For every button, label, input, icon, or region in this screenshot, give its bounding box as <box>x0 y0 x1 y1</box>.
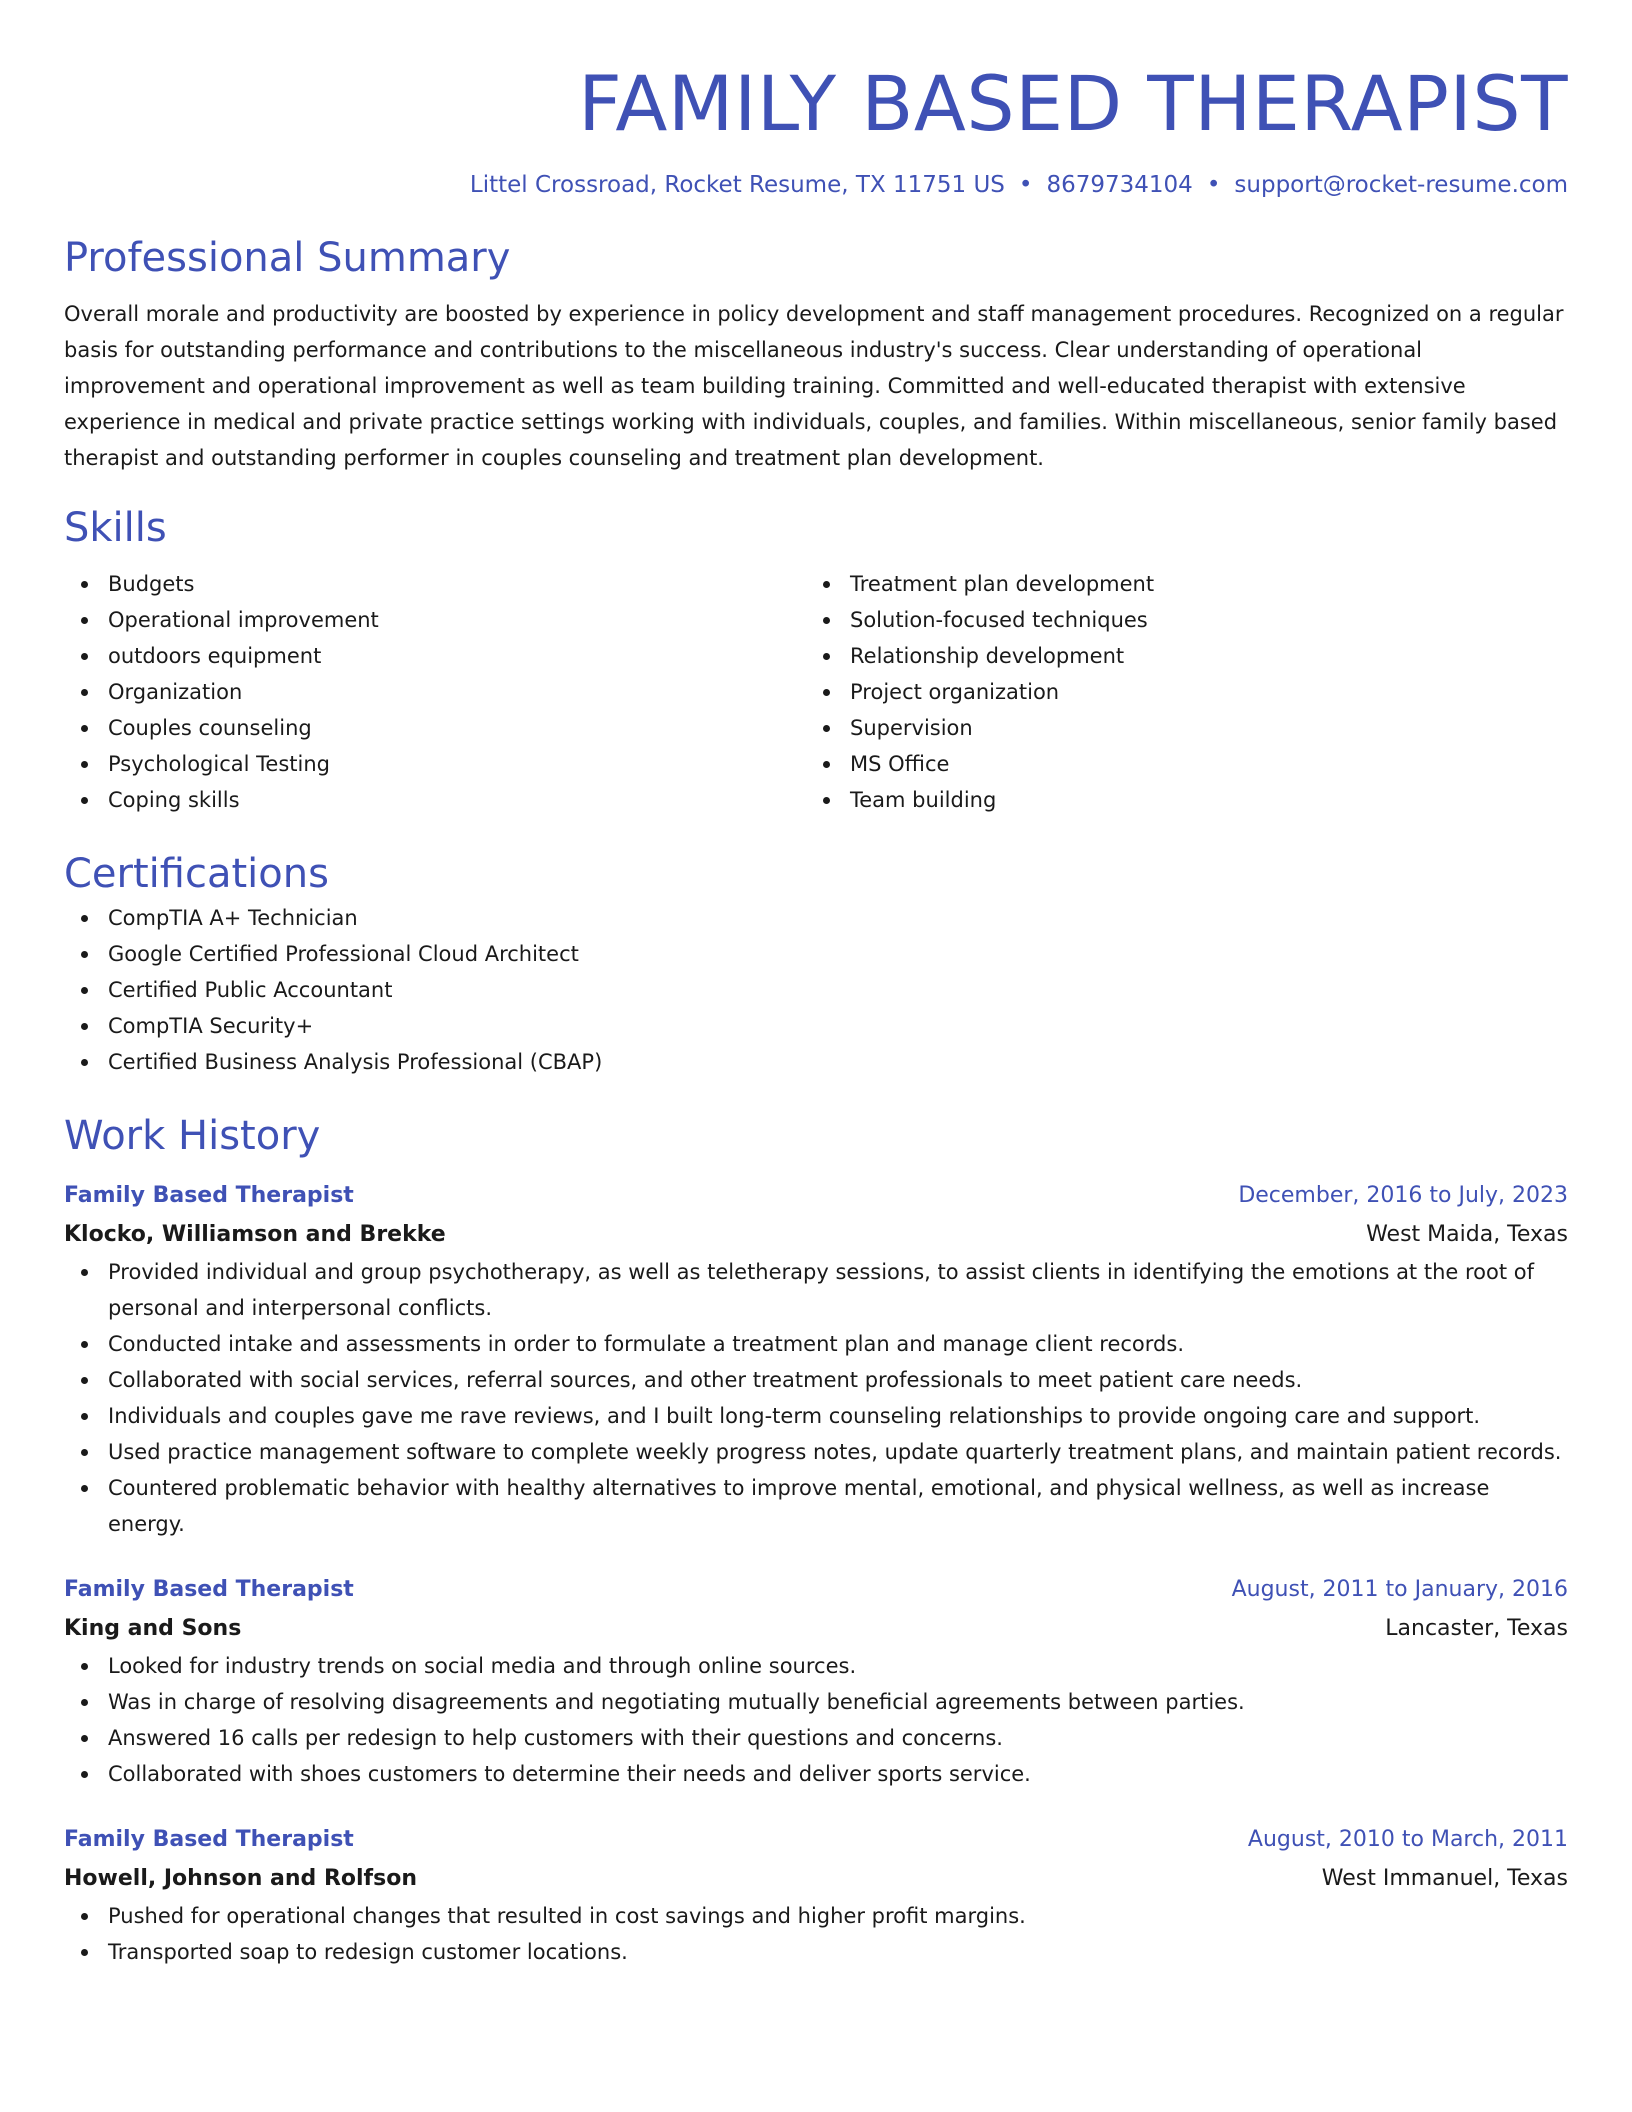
job-duty: Transported soap to redesign customer locations. <box>64 1934 1568 1970</box>
job-location: West Immanuel, Texas <box>1321 1866 1568 1891</box>
job-duties-list <box>64 1898 1568 1970</box>
certification-item: Certified Business Analysis Professional (CBAP) <box>64 1044 1568 1080</box>
skill-item: MS Office <box>806 746 1548 782</box>
job-entry <box>64 1570 1568 1792</box>
job-location: Lancaster, Texas <box>1385 1616 1568 1641</box>
job-dates: December, 2016 to July, 2023 <box>1238 1183 1568 1208</box>
certification-item: CompTIA A+ Technician <box>64 900 1568 936</box>
job-title: Family Based Therapist <box>64 1827 354 1852</box>
job-dates: August, 2010 to March, 2011 <box>1247 1827 1568 1852</box>
skill-item: Psychological Testing <box>64 746 806 782</box>
skill-item: Team building <box>806 782 1548 818</box>
contact-separator: • <box>1018 172 1033 198</box>
job-duty: Answered 16 calls per redesign to help customers with their questions and concerns. <box>64 1720 1568 1756</box>
skill-item: Supervision <box>806 710 1548 746</box>
skills-list-left <box>64 566 806 818</box>
job-dates: August, 2011 to January, 2016 <box>1231 1577 1568 1602</box>
certification-item: Google Certified Professional Cloud Architect <box>64 936 1568 972</box>
job-title-row <box>64 1570 1568 1610</box>
job-duty: Collaborated with social services, referral sources, and other treatment professionals to meet patient care needs. <box>64 1362 1568 1398</box>
job-company: Howell, Johnson and Rolfson <box>64 1866 417 1891</box>
skill-item: Operational improvement <box>64 602 806 638</box>
job-duties-list <box>64 1254 1568 1542</box>
skill-item: outdoors equipment <box>64 638 806 674</box>
job-duty: Individuals and couples gave me rave reviews, and I built long-term counseling relationships to provide ongoing care and support. <box>64 1398 1568 1434</box>
contact-separator: • <box>1206 172 1221 198</box>
job-entry <box>64 1820 1568 1970</box>
job-duty: Collaborated with shoes customers to determine their needs and deliver sports service. <box>64 1756 1568 1792</box>
job-company-row <box>64 1860 1568 1898</box>
candidate-name: FAMILY BASED THERAPIST <box>578 59 1568 148</box>
job-duty: Looked for industry trends on social media and through online sources. <box>64 1648 1568 1684</box>
job-duties-list <box>64 1648 1568 1792</box>
skill-item: Project organization <box>806 674 1548 710</box>
skills-column-left <box>64 566 806 818</box>
job-location: West Maida, Texas <box>1366 1222 1568 1247</box>
job-duty: Conducted intake and assessments in order to formulate a treatment plan and manage client records. <box>64 1326 1568 1362</box>
work-history-heading: Work History <box>64 1113 321 1159</box>
summary-text: Overall morale and productivity are boosted by experience in policy development and staff management procedures. Recognized on a regular basis for outstanding performance and contributions to the miscellaneous industry's success. Clear understanding of operational improvement and operational improvement as well as team building training. Committed and well-educated therapist with extensive experience in medical and private practice settings working with individuals, couples, and families. Within miscellaneous, senior family based therapist and outstanding performer in couples counseling and treatment plan development. <box>64 302 1564 470</box>
skill-item: Relationship development <box>806 638 1548 674</box>
job-title: Family Based Therapist <box>64 1183 354 1208</box>
skill-item: Coping skills <box>64 782 806 818</box>
job-company-row <box>64 1610 1568 1648</box>
skills-heading: Skills <box>64 505 167 551</box>
job-duty: Used practice management software to complete weekly progress notes, update quarterly treatment plans, and maintain patient records. <box>64 1434 1568 1470</box>
summary-heading: Professional Summary <box>64 235 511 281</box>
certifications-list <box>64 900 1568 1080</box>
certifications-heading: Certifications <box>64 851 329 897</box>
skill-item: Couples counseling <box>64 710 806 746</box>
contact-phone: 8679734104 <box>1046 172 1193 198</box>
job-title: Family Based Therapist <box>64 1577 354 1602</box>
job-title-row <box>64 1176 1568 1216</box>
contact-address: Littel Crossroad, Rocket Resume, TX 11751 US <box>469 172 1005 198</box>
job-entry <box>64 1176 1568 1542</box>
resume-header <box>64 60 1568 202</box>
contact-email: support@rocket-resume.com <box>1234 172 1568 198</box>
resume-page <box>64 0 1568 1970</box>
skills-list-right <box>806 566 1548 818</box>
contact-line <box>64 168 1568 202</box>
skill-item: Treatment plan development <box>806 566 1548 602</box>
skill-item: Solution-focused techniques <box>806 602 1548 638</box>
skills-column-right <box>806 566 1548 818</box>
job-duty: Pushed for operational changes that resulted in cost savings and higher profit margins. <box>64 1898 1568 1934</box>
job-company: Klocko, Williamson and Brekke <box>64 1222 446 1247</box>
job-duty: Provided individual and group psychotherapy, as well as teletherapy sessions, to assist clients in identifying the emotions at the root of personal and interpersonal conflicts. <box>64 1254 1568 1326</box>
skill-item: Organization <box>64 674 806 710</box>
job-title-row <box>64 1820 1568 1860</box>
skill-item: Budgets <box>64 566 806 602</box>
certification-item: Certified Public Accountant <box>64 972 1568 1008</box>
job-company-row <box>64 1216 1568 1254</box>
job-duty: Countered problematic behavior with healthy alternatives to improve mental, emotional, and physical wellness, as well as increase energy. <box>64 1470 1568 1542</box>
skills-grid <box>64 566 1568 818</box>
job-company: King and Sons <box>64 1616 242 1641</box>
certification-item: CompTIA Security+ <box>64 1008 1568 1044</box>
job-duty: Was in charge of resolving disagreements and negotiating mutually beneficial agreements between parties. <box>64 1684 1568 1720</box>
